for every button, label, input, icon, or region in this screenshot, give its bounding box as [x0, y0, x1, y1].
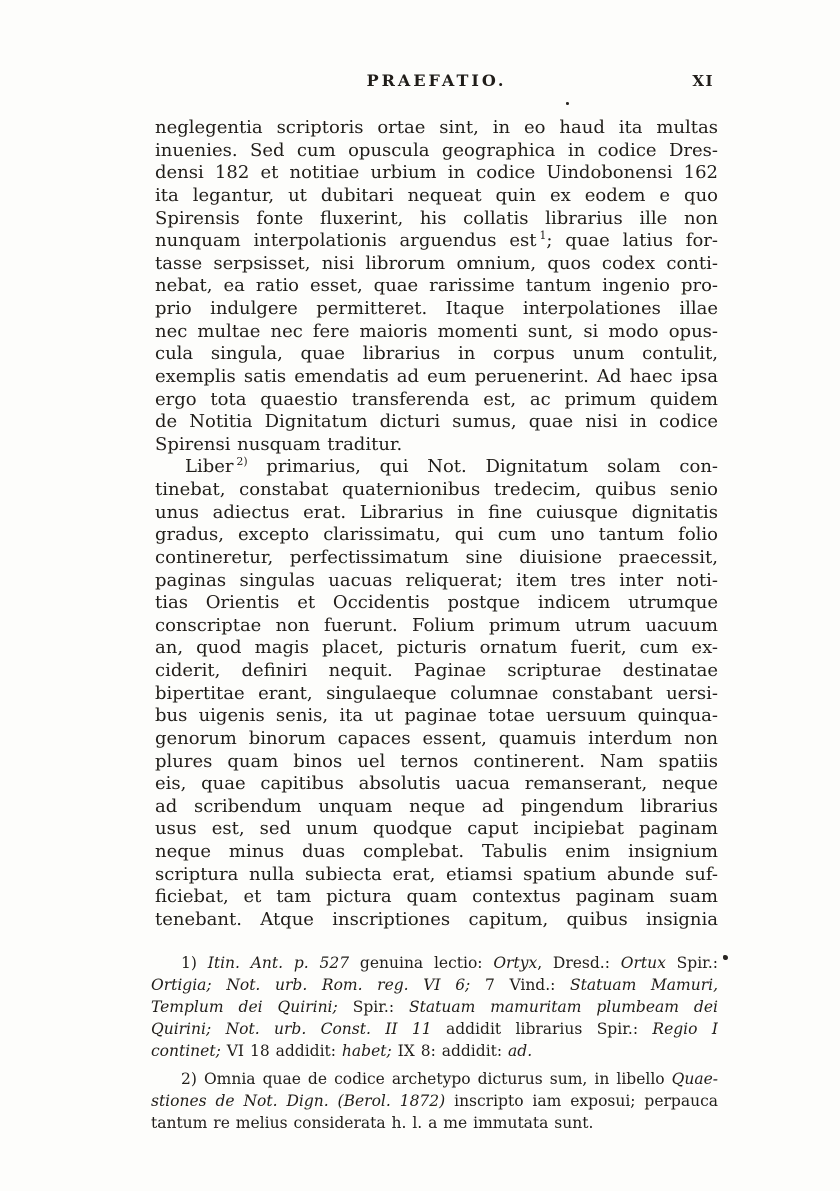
- text-line: exemplis satis emendatis ad eum peruenerint. Ad haec ipsa: [155, 365, 718, 387]
- footnote-marker: 1: [539, 230, 547, 243]
- text-line: neque minus duas complebat. Tabulis enim insignium: [155, 841, 718, 862]
- text-line: eis, quae capitibus absolutis uacua remanserant, neque: [155, 773, 718, 795]
- text-line: an, quod magis placet, picturis ornatum fuerit, cum ex-: [155, 637, 718, 659]
- running-header: [155, 71, 718, 93]
- footnote-2: [151, 1069, 718, 1135]
- text-line: Spirensis fonte fluxerint, his collatis librarius ille non: [155, 207, 718, 229]
- text-line: stiones de Not. Dign. (Berol. 1872) inscripto iam exposui; perpauca: [151, 1092, 718, 1111]
- text-line: ergo tota quaestio transferenda est, ac primum quidem: [155, 388, 718, 410]
- text-line: de Notitia Dignitatum dicturi sumus, quae nisi in codice: [155, 411, 718, 433]
- text-line: tantum re melius considerata h. l. a me immutata sunt.: [151, 1114, 594, 1133]
- text-line: usus est, sed unum quodque caput incipiebat paginam: [155, 818, 718, 840]
- text-line: prio indulgere permitteret. Itaque interpolationes illae: [155, 298, 718, 319]
- text-line: continet; VI 18 addidit: habet; IX 8: addidit: ad.: [151, 1041, 533, 1060]
- text-line: neglegentia scriptoris ortae sint, in eo haud ita multas: [155, 117, 718, 138]
- text-line: Spirensi nusquam traditur.: [155, 433, 403, 455]
- text-line: 1) Itin. Ant. p. 527 genuina lectio: Ortyx, Dresd.: Ortux Spir.:: [181, 954, 718, 972]
- body-text: [155, 117, 718, 932]
- text-line: Templum dei Quirini; Spir.: Statuam mamuritam plumbeam dei: [151, 997, 718, 1016]
- text-line: cula singula, quae librarius in corpus unum contulit,: [155, 343, 718, 365]
- text-line: contineretur, perfectissimatum sine diuisione praecessit,: [155, 546, 718, 568]
- text-line: plures quam binos uel ternos continerent. Nam spatiis: [155, 750, 718, 772]
- text-line: nunquam interpolationis arguendus est $^1$; quae latius for-: [155, 230, 718, 252]
- page-number: XI: [692, 72, 714, 90]
- text-line: Liber $^{2)}$ primarius, qui Not. Dignitatum solam con-: [185, 456, 718, 478]
- text-line: nebat, ea ratio esset, quae rarissime tantum ingenio pro-: [155, 275, 718, 297]
- footnote-marker: 2): [236, 456, 248, 469]
- footnote-1: [151, 953, 718, 1062]
- scan-speck: [723, 955, 728, 960]
- text-line: tinebat, constabat quaternionibus tredecim, quibus senio: [155, 479, 718, 500]
- text-line: densi 182 et notitiae urbium in codice Uindobonensi 162: [155, 162, 718, 184]
- text-line: Ortigia; Not. urb. Rom. reg. VI 6; 7 Vind.: Statuam Mamuri,: [151, 975, 718, 994]
- text-line: unus adiectus erat. Librarius in fine cuiusque dignitatis: [155, 501, 718, 523]
- text-line: 2) Omnia quae de codice archetypo dicturus sum, in libello Quae-: [181, 1070, 718, 1089]
- text-line: gradus, excepto clarissimatu, qui cum uno tantum folio: [155, 524, 718, 546]
- text-line: tasse serpsisset, nisi librorum omnium, quos codex conti-: [155, 252, 718, 274]
- text-line: ad scribendum unquam neque ad pingendum librarius: [155, 795, 718, 817]
- text-line: ciderit, definiri nequit. Paginae scripturae destinatae: [155, 660, 718, 681]
- text-line: Quirini; Not. urb. Const. II 11 addidit librarius Spir.: Regio I: [151, 1019, 718, 1038]
- page-title: PRAEFATIO.: [366, 71, 507, 90]
- text-line: conscriptae non fuerunt. Folium primum utrum uacuum: [155, 614, 718, 636]
- text-line: bipertitae erant, singulaeque columnae constabant uersi-: [155, 682, 718, 704]
- text-line: paginas singulas uacuas reliquerat; item tres inter noti-: [155, 569, 718, 591]
- text-line: bus uigenis senis, ita ut paginae totae uersuum quinqua-: [155, 705, 718, 727]
- text-line: ita legantur, ut dubitari nequeat quin ex eodem e quo: [155, 184, 718, 206]
- text-line: genorum binorum capaces essent, quamuis interdum non: [155, 727, 718, 749]
- text-line: nec multae nec fere maioris momenti sunt, si modo opus-: [155, 320, 718, 342]
- text-line: tias Orientis et Occidentis postque indicem utrumque: [155, 592, 718, 614]
- text-line: ficiebat, et tam pictura quam contextus paginam suam: [155, 886, 718, 908]
- text-line: scriptura nulla subiecta erat, etiamsi spatium abunde suf-: [155, 863, 718, 885]
- text-line: inuenies. Sed cum opuscula geographica in codice Dres-: [155, 139, 718, 161]
- footnotes-section: [151, 953, 718, 1135]
- text-line: tenebant. Atque inscriptiones capitum, quibus insignia: [155, 908, 718, 930]
- scan-speck: [566, 102, 569, 105]
